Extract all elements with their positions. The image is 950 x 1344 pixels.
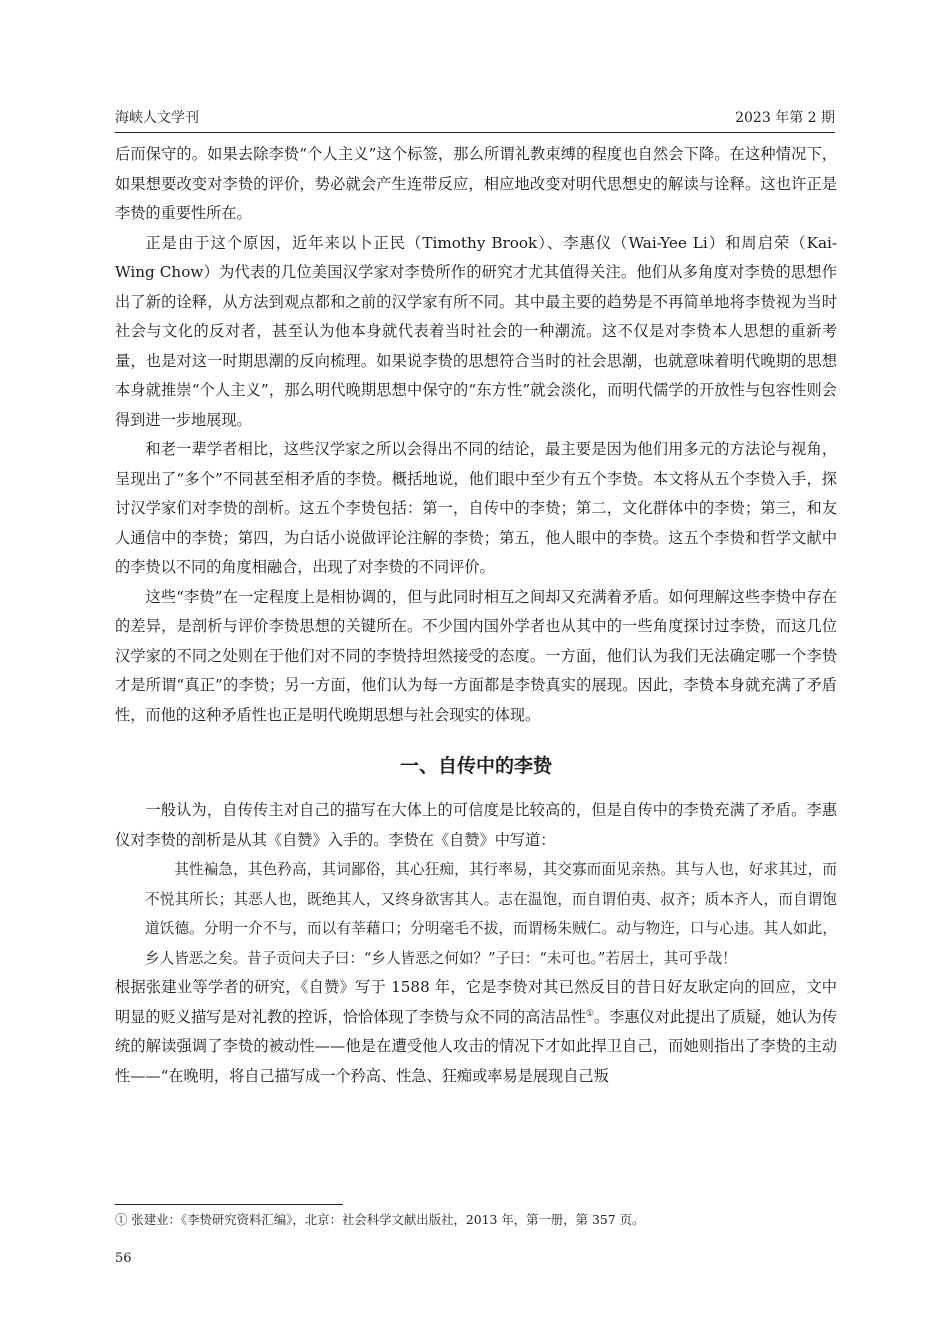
header-divider — [115, 132, 835, 133]
issue-label: 2023 年第 2 期 — [735, 110, 835, 126]
block-quote — [115, 855, 837, 973]
paragraph-text: 根据张建业等学者的研究，《自赞》写于 1588 年，它是李贽对其已然反目的昔日好友耿定向的回应，文中明显的贬义描写是对礼教的控诉，恰恰体现了李贽与众不同的高洁品性 — [115, 978, 837, 1026]
main-text — [115, 140, 837, 1091]
paragraph-text: 。李惠仪对此提出了质疑，她认为传统的解读强调了李贽的被动性——他是在遭受他人攻击的情况下才如此捍卫自己，而她则指出了李贽的主动性——“在晚明，将自己描写成一个矜高、性急、狂痴或率易是展现自己叛 — [115, 1007, 838, 1085]
paragraph: 一般认为，自传传主对自己的描写在大体上的可信度是比较高的，但是自传中的李贽充满了矛盾。李惠仪对李贽的剖析是从其《自赞》入手的。李贽在《自赞》中写道： — [115, 801, 837, 849]
paragraph: 这些“李贽”在一定程度上是相协调的，但与此同时相互之间却又充满着矛盾。如何理解这些李贽中存在的差异，是剖析与评价李贽思想的关键所在。不少国内国外学者也从其中的一些角度探讨过李贽，而这几位汉学家的不同之处则在于他们对不同的李贽持坦然接受的态度。一方面，他们认为我们无法确定哪一个李贽才是所谓“真正”的李贽；另一方面，他们认为每一方面都是李贽真实的展现。因此，李贽本身就充满了矛盾性，而他的这种矛盾性也正是明代晚期思想与社会现实的体现。 — [115, 587, 837, 724]
section-heading: 一、自传中的李贽 — [399, 755, 552, 777]
quote-text: 其性褊急，其色矜高，其词鄙俗，其心狂痴，其行率易，其交寡而面见亲热。其与人也，好求其过，而不悦其所长；其恶人也，既绝其人，又终身欲害其人。志在温饱，而自谓伯夷、叔齐；质本齐人，而自谓饱道饫德。分明一介不与，而以有莘藉口；分明毫毛不拔，而谓杨朱贼仁。动与物迕，口与心违。其人如此，乡人皆恶之矣。昔子贡问夫子曰：“乡人皆恶之何如？”子曰：“未可也。”若居士，其可乎哉！ — [145, 861, 837, 967]
paragraph-continued: 后而保守的。如果去除李贽“个人主义”这个标签，那么所谓礼教束缚的程度也自然会下降。在这种情况下，如果想要改变对李贽的评价，势必就会产生连带反应，相应地改变对明代思想史的解读与诠释。这也许正是李贽的重要性所在。 — [115, 145, 837, 222]
footnote-divider — [115, 1204, 343, 1205]
paragraph: 正是由于这个原因，近年来以卜正民（Timothy Brook）、李惠仪（Wai-Yee Li）和周启荣（Kai-Wing Chow）为代表的几位美国汉学家对李贽所作的研究才尤其值得关注。他们从多角度对李贽的思想作出了新的诠释，从方法到观点都和之前的汉学家有所不同。其中最主要的趋势是不再简单地将李贽视为当时社会与文化的反对者，甚至认为他本身就代表着当时社会的一种潮流。这不仅是对李贽本人思想的重新考量，也是对这一时期思潮的反向梳理。如果说李贽的思想符合当时的社会思潮，也就意味着明代晚期的思想本身就推崇“个人主义”，那么明代晚期思想中保守的“东方性”就会淡化，而明代儒学的开放性与包容性则会得到进一步地展现。 — [115, 233, 837, 429]
paragraph: 和老一辈学者相比，这些汉学家之所以会得出不同的结论，最主要是因为他们用多元的方法论与视角，呈现出了“多个”不同甚至相矛盾的李贽。概括地说，他们眼中至少有五个李贽。本文将从五个李贽入手，探讨汉学家们对李贽的剖析。这五个李贽包括：第一，自传中的李贽；第二，文化群体中的李贽；第三，和友人通信中的李贽；第四，为白话小说做评论注解的李贽；第五，他人眼中的李贽。这五个李贽和哲学文献中的李贽以不同的角度相融合，出现了对李贽的不同评价。 — [115, 440, 837, 576]
running-header — [115, 108, 835, 128]
paragraph — [115, 973, 837, 1091]
journal-title: 海峡人文学刊 — [115, 110, 199, 126]
footnote-marker[interactable]: ① — [585, 1008, 594, 1019]
footnote: ① 张建业：《李贽研究资料汇编》，北京：社会科学文献出版社，2013 年，第一册，第 357 页。 — [115, 1212, 645, 1227]
page-number: 56 — [115, 1251, 132, 1266]
